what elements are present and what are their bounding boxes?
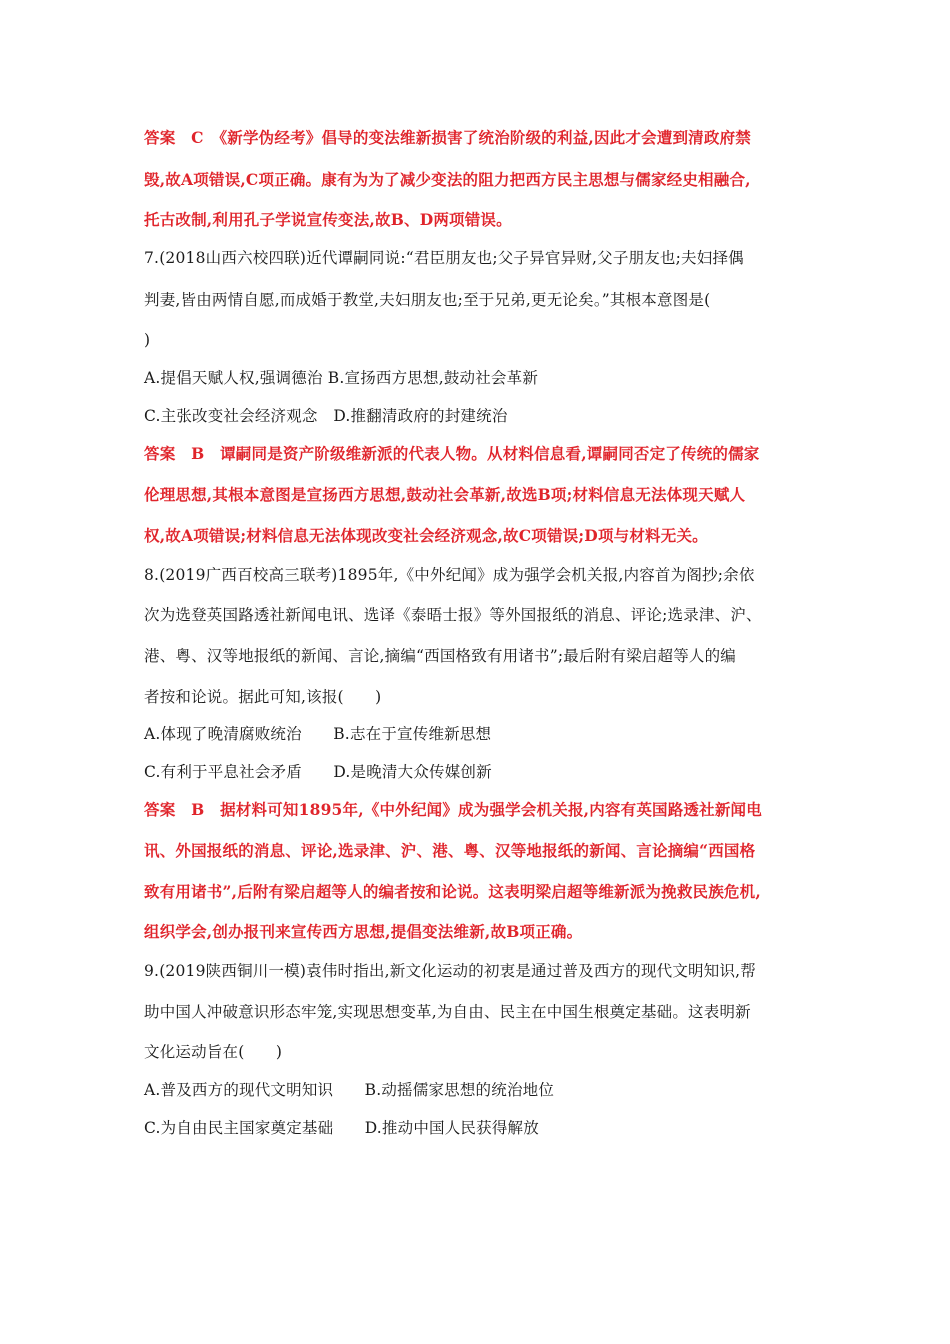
answer-7-line-2: 伦理思想,其根本意图是宣扬西方思想,鼓动社会革新,故选B项;材料信息无法体现天赋人: [144, 485, 746, 504]
question-8-line-4: 者按和论说。据此可知,该报( ): [144, 688, 382, 706]
question-8-options-cd: C.有利于平息社会矛盾 D.是晚清大众传媒创新: [144, 763, 492, 781]
question-7-line-3: ): [144, 331, 151, 349]
answer-6-line-2: 毁,故A项错误,C项正确。康有为为了减少变法的阻力把西方民主思想与儒家经史相融合,: [144, 170, 751, 189]
question-8-options-ab: A.体现了晚清腐败统治 B.志在于宣传维新思想: [144, 725, 492, 743]
question-9-line-1: 9.(2019陕西铜川一模)袁伟时指出,新文化运动的初衷是通过普及西方的现代文明知识,帮: [144, 962, 756, 980]
question-8-line-1: 8.(2019广西百校高三联考)1895年,《中外纪闻》成为强学会机关报,内容首为阁抄;余依: [144, 566, 755, 584]
answer-8-line-2: 讯、外国报纸的消息、评论,选录津、沪、港、粤、汉等地报纸的新闻、言论摘编“西国格: [144, 841, 756, 860]
answer-6-line-1: 答案 C 《新学伪经考》倡导的变法维新损害了统治阶级的利益,因此才会遭到清政府禁: [144, 128, 751, 147]
question-8-line-3: 港、粤、汉等地报纸的新闻、言论,摘编“西国格致有用诸书”;最后附有梁启超等人的编: [144, 647, 736, 665]
question-8-line-2: 次为选登英国路透社新闻电讯、选译《泰晤士报》等外国报纸的消息、评论;选录津、沪、: [144, 606, 762, 624]
question-9-line-3: 文化运动旨在( ): [144, 1043, 283, 1061]
question-9-line-2: 助中国人冲破意识形态牢笼,实现思想变革,为自由、民主在中国生根奠定基础。这表明新: [144, 1003, 751, 1021]
question-9-options-ab: A.普及西方的现代文明知识 B.动摇儒家思想的统治地位: [144, 1081, 555, 1099]
answer-8-line-4: 组织学会,创办报刊来宣传西方思想,提倡变法维新,故B项正确。: [144, 922, 583, 941]
question-7-options-ab: A.提倡天赋人权,强调德治 B.宣扬西方思想,鼓动社会革新: [144, 369, 539, 387]
answer-7-line-3: 权,故A项错误;材料信息无法体现改变社会经济观念,故C项错误;D项与材料无关。: [144, 526, 708, 545]
question-9-options-cd: C.为自由民主国家奠定基础 D.推动中国人民获得解放: [144, 1119, 539, 1137]
question-7-line-2: 判妻,皆由两情自愿,而成婚于教堂,夫妇朋友也;至于兄弟,更无论矣。”其根本意图是(: [144, 291, 711, 309]
answer-6-line-3: 托古改制,利用孔子学说宣传变法,故B、D两项错误。: [144, 210, 512, 229]
answer-8-line-3: 致有用诸书”,后附有梁启超等人的编者按和论说。这表明梁启超等维新派为挽救民族危机,: [144, 882, 761, 901]
question-7-options-cd: C.主张改变社会经济观念 D.推翻清政府的封建统治: [144, 407, 508, 425]
answer-8-line-1: 答案 B 据材料可知1895年,《中外纪闻》成为强学会机关报,内容有英国路透社新闻电: [144, 800, 762, 819]
question-7-line-1: 7.(2018山西六校四联)近代谭嗣同说:“君臣朋友也;父子异官异财,父子朋友也;夫妇择偶: [144, 249, 744, 267]
answer-7-line-1: 答案 B 谭嗣同是资产阶级维新派的代表人物。从材料信息看,谭嗣同否定了传统的儒家: [144, 444, 760, 463]
